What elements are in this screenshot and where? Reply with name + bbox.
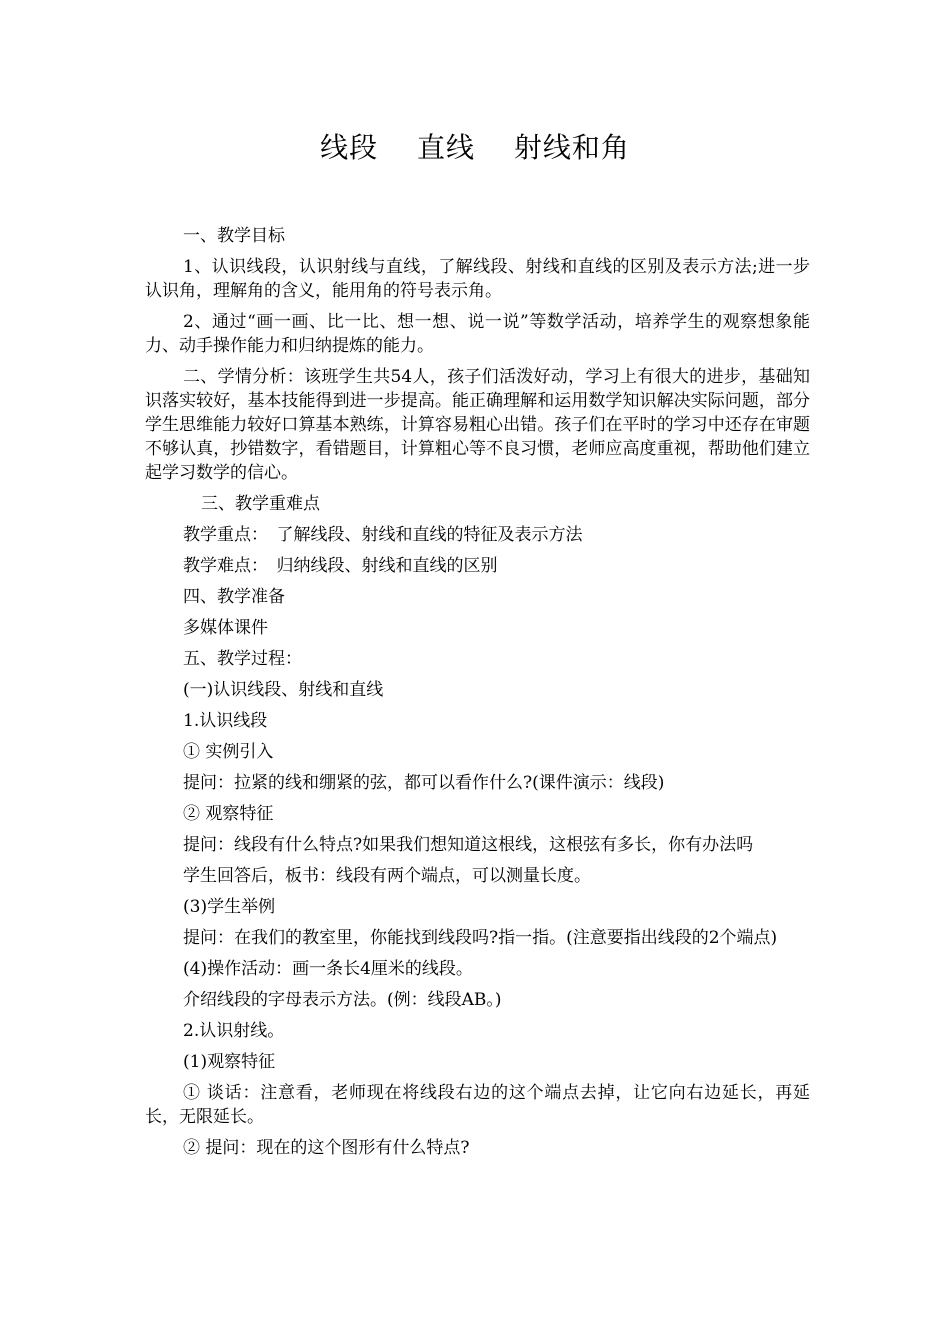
- paragraph-objective-2: 2、通过“画一画、比一比、想一想、说一说”等数学活动，培养学生的观察想象能力、动手操作能力和归纳提炼的能力。: [145, 312, 810, 356]
- subheading-segment: 1.认识线段: [183, 711, 268, 731]
- section-heading-process: 五、教学过程：: [183, 649, 302, 669]
- paragraph-question-3: 提问：在我们的教室里，你能找到线段吗?指一指。(注意要指出线段的2个端点): [183, 928, 778, 948]
- paragraph-question-2: 提问：线段有什么特点?如果我们想知道这根线，这根弦有多长，你有办法吗: [183, 835, 754, 855]
- document-body: [145, 224, 810, 1160]
- step-drawing-activity: (4)操作活动：画一条长4厘米的线段。: [183, 959, 473, 979]
- section-heading-key-points: 三、教学重难点: [201, 494, 320, 514]
- paragraph-learner-analysis: 二、学情分析：该班学生共54人，孩子们活泼好动，学习上有很大的进步，基础知识落实较好，基本技能得到进一步提高。能正确理解和运用数学知识解决实际问题，部分学生思维能力较好口算基本熟练，计算容易粗心出错。孩子们在平时的学习中还存在审题不够认真，抄错数字，看错题目，计算粗心等不良习惯，老师应高度重视，帮助他们建立起学习数学的信心。: [145, 367, 810, 483]
- paragraph-board-writing: 学生回答后，板书：线段有两个端点，可以测量长度。: [183, 866, 591, 886]
- step-example-intro: ① 实例引入: [183, 742, 274, 762]
- paragraph-talk: ① 谈话：注意看，老师现在将线段右边的这个端点去掉，让它向右边延长，再延长，无限延长。: [145, 1083, 810, 1127]
- page-title: 线段 直线 射线和角: [320, 131, 630, 164]
- step-ray-observe: (1)观察特征: [183, 1052, 276, 1072]
- subheading-ray: 2.认识射线。: [183, 1021, 285, 1041]
- paragraph-preparation: 多媒体课件: [183, 618, 268, 638]
- paragraph-key-point: 教学重点： 了解线段、射线和直线的特征及表示方法: [183, 525, 583, 545]
- paragraph-objective-1: 1、认识线段，认识射线与直线，了解线段、射线和直线的区别及表示方法;进一步认识角，理解角的含义，能用角的符号表示角。: [145, 257, 810, 301]
- section-heading-preparation: 四、教学准备: [183, 587, 285, 607]
- subheading-segment-ray-line: (一)认识线段、射线和直线: [183, 680, 384, 700]
- step-student-examples: (3)学生举例: [183, 897, 276, 917]
- paragraph-letter-notation: 介绍线段的字母表示方法。(例：线段AB。): [183, 990, 502, 1010]
- paragraph-question-1: 提问：拉紧的线和绷紧的弦，都可以看作什么?(课件演示：线段): [183, 773, 665, 793]
- paragraph-question-4: ② 提问：现在的这个图形有什么特点?: [183, 1138, 470, 1158]
- step-observe-features: ② 观察特征: [183, 804, 274, 824]
- paragraph-difficult-point: 教学难点： 归纳线段、射线和直线的区别: [183, 556, 498, 576]
- section-heading-objectives: 一、教学目标: [183, 226, 285, 246]
